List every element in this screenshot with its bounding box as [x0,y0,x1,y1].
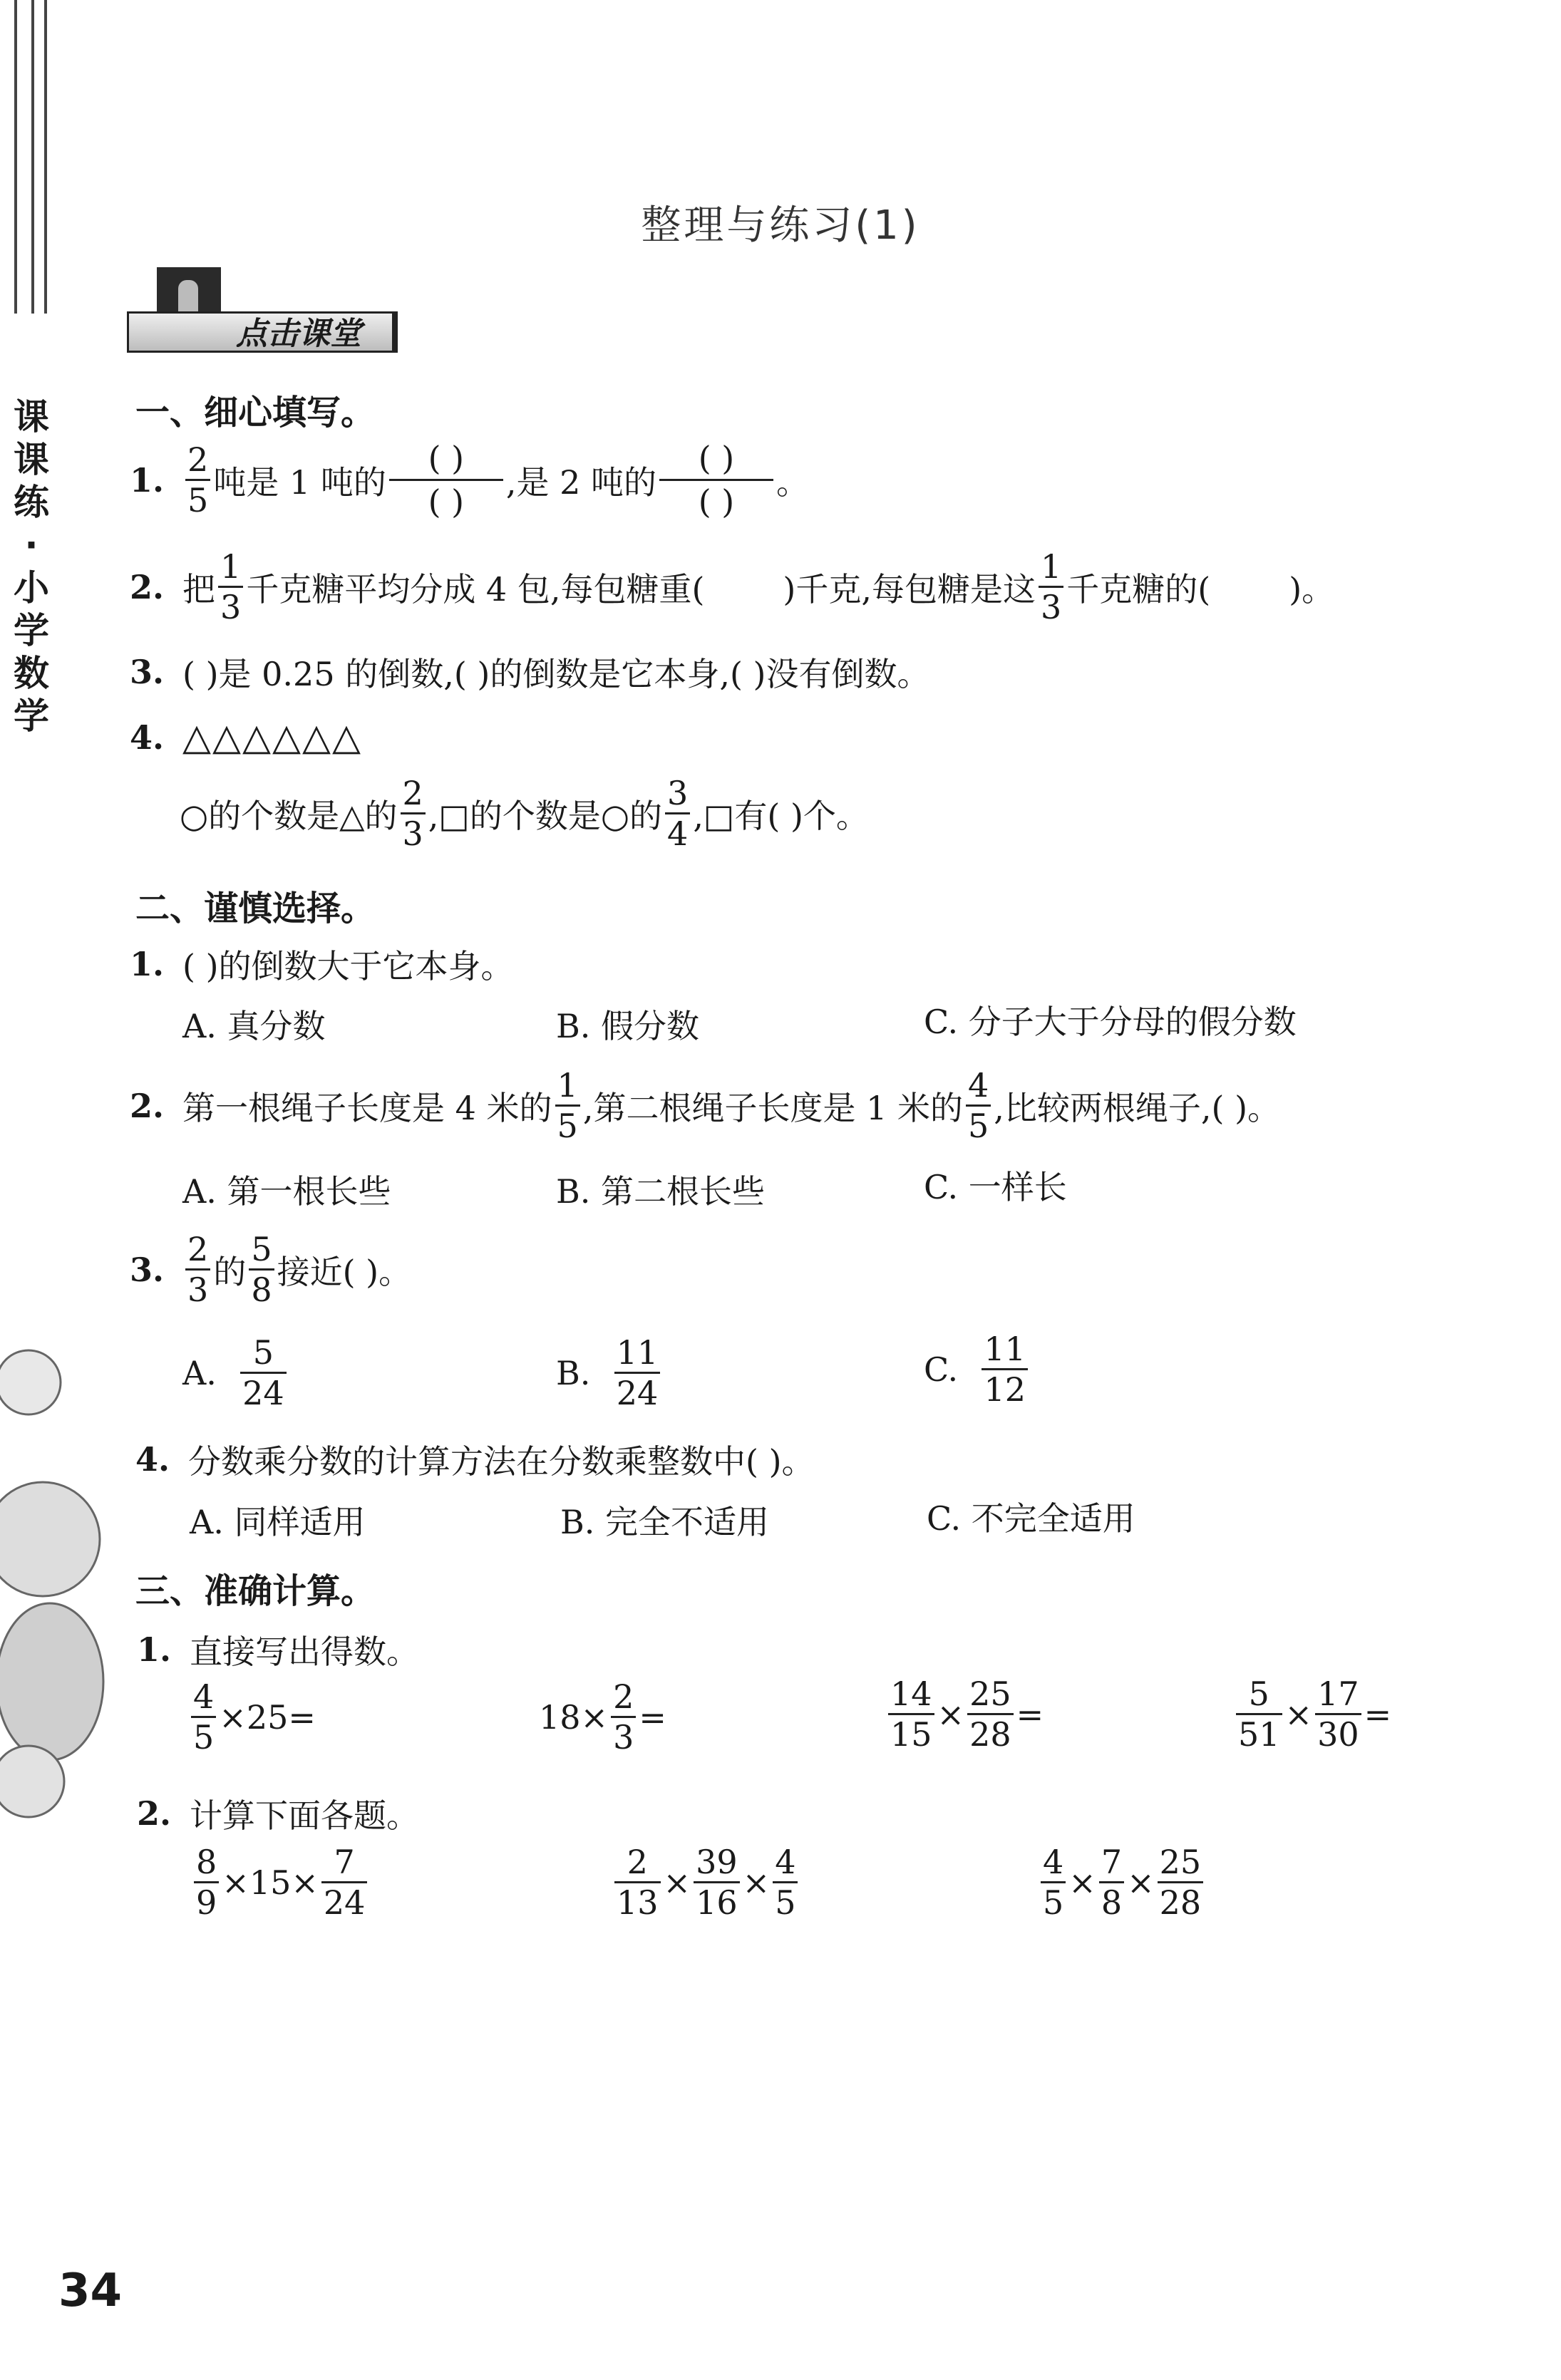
option-c[interactable]: C. 一样长 [924,1168,1067,1206]
question-3-1: 1. 直接写出得数。 [137,1630,420,1671]
margin-line [44,0,47,314]
question-1-4: 4. △△△△△△ [130,716,362,759]
option-b[interactable]: B. 假分数 [556,1007,700,1045]
option-a[interactable]: A. 第一根长些 [182,1172,391,1211]
option-a[interactable]: A. 真分数 [182,1007,326,1045]
book-side-title: 课课练·小学数学 [14,396,49,737]
option-c[interactable]: C. 分子大于分母的假分数 [924,1003,1297,1041]
question-3-2: 2. 计算下面各题。 [137,1794,420,1835]
expression[interactable]: $\frac{2}{13}$ × $\frac{39}{16}$ × $\frac{4}{5}$ [612,1846,800,1919]
section-badge [127,267,405,360]
answer-blank[interactable]: ( ) ( ) [659,442,773,518]
question-1-3: 3. ( )是 0.25 的倒数,( )的倒数是它本身,( )没有倒数。 [130,653,930,693]
question-2-3: 3. $\frac{2}{3}$ 的 $\frac{5}{8}$ 接近( )。 [130,1230,412,1309]
question-2-4: 4. 分数乘分数的计算方法在分数乘整数中( )。 [135,1440,815,1481]
question-1-1: 1. $\frac{2}{5}$ 吨是 1 吨的 ( ) ( ) ,是 2 吨的 ( ) ( ) 。 [130,439,809,521]
question-2-1: 1. ( )的倒数大于它本身。 [130,945,514,985]
section-heading-choice: 二、谨慎选择。 [135,889,376,928]
expression[interactable]: $\frac{8}{9}$ ×15× $\frac{7}{24}$ [191,1846,370,1919]
expression[interactable]: $\frac{4}{5}$ × $\frac{7}{8}$ × $\frac{25}{28}$ [1038,1846,1206,1919]
question-1-2: 2. 把 $\frac{1}{3}$ 千克糖平均分成 4 包,每包糖重( )千克,每包糖是这 $\frac{1}{3}$ 千克糖的( )。 [130,547,1335,626]
section-heading-calc: 三、准确计算。 [135,1571,376,1611]
option-b[interactable]: B. 完全不适用 [560,1503,770,1541]
option-a[interactable]: A. 同样适用 [190,1503,366,1541]
question-2-2: 2. 第一根绳子长度是 4 米的 $\frac{1}{5}$ ,第二根绳子长度是 1 米的 $\frac{4}{5}$ ,比较两根绳子,( )。 [130,1066,1281,1145]
option-b[interactable]: B. 第二根长些 [556,1172,766,1211]
badge-label: 点击课堂 [127,311,398,353]
triangle-shapes: △△△△△△ [182,716,362,759]
question-1-4-text: ○的个数是△的 $\frac{2}{3}$ ,□的个数是○的 $\frac{3}{4}$ ,□有( )个。 [180,774,869,853]
page-title: 整理与练习(1) [641,202,920,249]
cartoon-children-illustration [0,1340,114,1838]
option-c[interactable]: C. 不完全适用 [927,1499,1135,1538]
expression[interactable]: $\frac{4}{5}$ ×25= [188,1680,316,1754]
option-b[interactable]: B. $\frac{11}{24}$ [556,1336,663,1409]
expression[interactable]: $\frac{14}{15}$ × $\frac{25}{28}$ = [885,1677,1044,1751]
section-heading-fill: 一、细心填写。 [135,393,376,433]
margin-line [14,0,17,314]
option-c[interactable]: C. $\frac{11}{12}$ [924,1333,1031,1406]
option-a[interactable]: A. $\frac{5}{24}$ [182,1336,289,1409]
expression[interactable]: $\frac{5}{51}$ × $\frac{17}{30}$ = [1233,1677,1391,1751]
margin-line [31,0,34,314]
page-number: 34 [58,2265,123,2317]
expression[interactable]: 18× $\frac{2}{3}$ = [539,1677,666,1756]
answer-blank[interactable]: ( ) ( ) [389,442,503,518]
